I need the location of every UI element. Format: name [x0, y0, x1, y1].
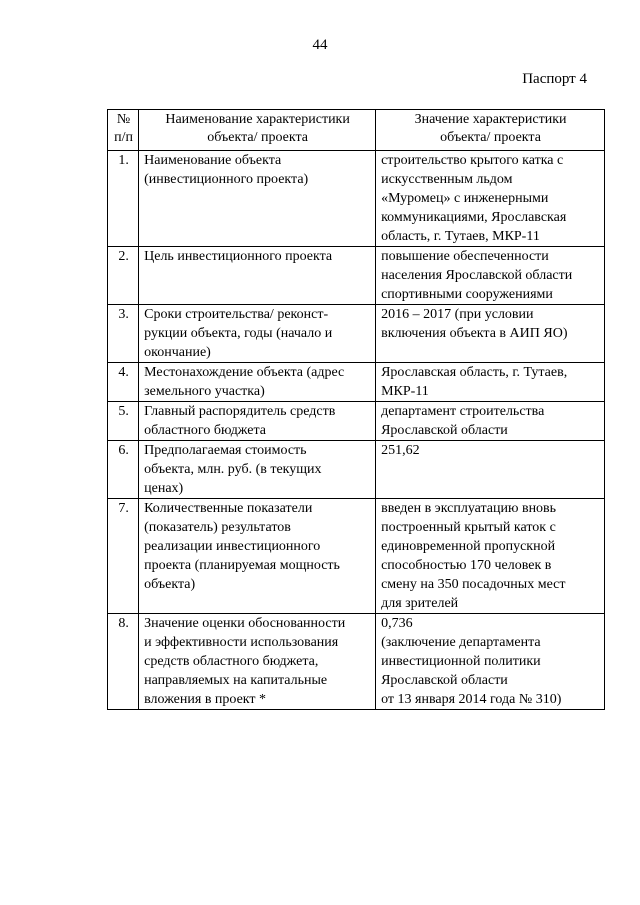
table-row — [108, 499, 605, 614]
row-number: 4. — [108, 363, 139, 402]
passport-label: Паспорт 4 — [522, 71, 587, 87]
table-row — [108, 305, 605, 363]
passport-table — [107, 109, 605, 710]
row-name: Наименование объекта (инвестиционного проекта) — [139, 151, 376, 247]
row-number: 7. — [108, 499, 139, 614]
row-number: 3. — [108, 305, 139, 363]
table-row — [108, 363, 605, 402]
row-number: 2. — [108, 247, 139, 305]
header-characteristic-value: Значение характеристики объекта/ проекта — [376, 110, 605, 151]
row-value: повышение обеспеченности населения Ярославской области спортивными сооружениями — [376, 247, 605, 305]
row-name: Главный распорядитель средств областного бюджета — [139, 402, 376, 441]
table-header-row — [108, 110, 605, 151]
row-name: Количественные показатели (показатель) результатов реализации инвестиционного проекта (планируемая мощность объекта) — [139, 499, 376, 614]
row-value: 0,736 (заключение департамента инвестиционной политики Ярославской области от 13 января 2014 года № 310) — [376, 614, 605, 710]
row-value: департамент строительства Ярославской области — [376, 402, 605, 441]
row-number: 6. — [108, 441, 139, 499]
row-number: 1. — [108, 151, 139, 247]
row-name: Цель инвестиционного проекта — [139, 247, 376, 305]
row-name: Предполагаемая стоимость объекта, млн. руб. (в текущих ценах) — [139, 441, 376, 499]
header-characteristic-name: Наименование характеристики объекта/ проекта — [139, 110, 376, 151]
table-row — [108, 247, 605, 305]
row-number: 5. — [108, 402, 139, 441]
table-row — [108, 402, 605, 441]
table-row — [108, 441, 605, 499]
row-name: Сроки строительства/ реконст- рукции объекта, годы (начало и окончание) — [139, 305, 376, 363]
header-number: № п/п — [108, 110, 139, 151]
page-number: 44 — [312, 37, 328, 53]
row-number: 8. — [108, 614, 139, 710]
row-value: введен в эксплуатацию вновь построенный крытый каток с единовременной пропускной способностью 170 человек в смену на 350 посадочных мест для зрителей — [376, 499, 605, 614]
table-row — [108, 614, 605, 710]
row-value: 251,62 — [376, 441, 605, 499]
row-value: строительство крытого катка с искусственным льдом «Муромец» с инженерными коммуникациями, Ярославская область, г. Тутаев, МКР-11 — [376, 151, 605, 247]
row-value: 2016 – 2017 (при условии включения объекта в АИП ЯО) — [376, 305, 605, 363]
row-value: Ярославская область, г. Тутаев, МКР-11 — [376, 363, 605, 402]
table-row — [108, 151, 605, 247]
row-name: Местонахождение объекта (адрес земельного участка) — [139, 363, 376, 402]
row-name: Значение оценки обоснованности и эффективности использования средств областного бюджета, направляемых на капитальные вложения в проект * — [139, 614, 376, 710]
